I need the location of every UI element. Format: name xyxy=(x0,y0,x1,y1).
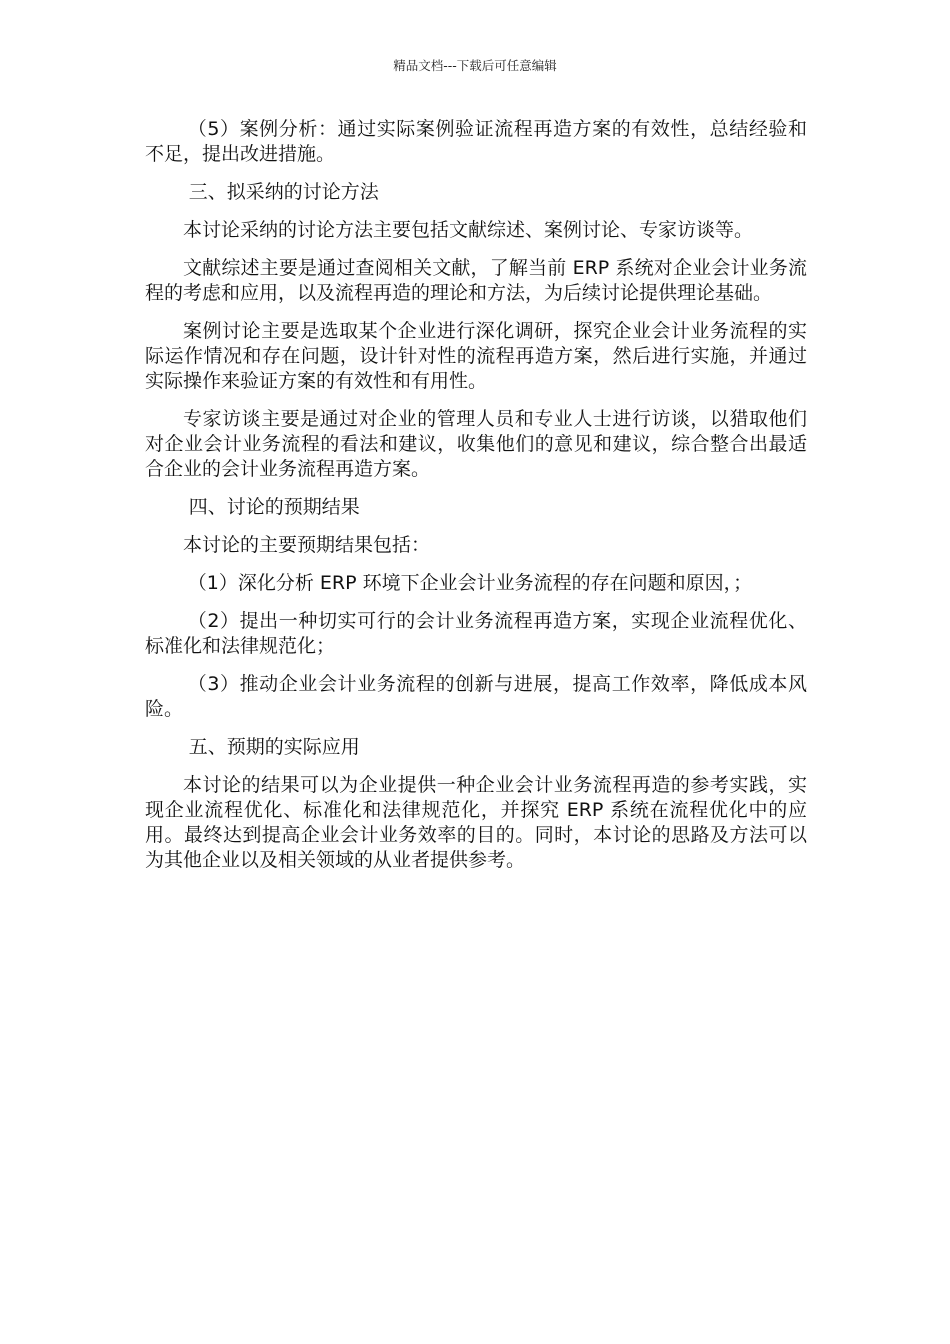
paragraph-result-1: （1）深化分析 ERP 环境下企业会计业务流程的存在问题和原因，； xyxy=(187,572,753,594)
paragraph-literature-review: 文献综述主要是通过查阅相关文献，了解当前 ERP 系统对企业会计业务流程的考虑和应用，以及流程再造的理论和方法，为后续讨论提供理论基础。 xyxy=(145,257,807,304)
section-5-heading: 五、预期的实际应用 xyxy=(188,736,360,758)
section-3-heading: 三、拟采纳的讨论方法 xyxy=(188,181,379,203)
paragraph-methods-intro: 本讨论采纳的讨论方法主要包括文献综述、案例讨论、专家访谈等。 xyxy=(183,219,754,241)
paragraph-result-2: （2）提出一种切实可行的会计业务流程再造方案，实现企业流程优化、标准化和法律规范化； xyxy=(145,610,807,657)
paragraph-result-3: （3）推动企业会计业务流程的创新与进展，提高工作效率，降低成本风险。 xyxy=(145,673,807,720)
page-header: 精品文档---下载后可任意编辑 xyxy=(393,58,557,73)
paragraph-application: 本讨论的结果可以为企业提供一种企业会计业务流程再造的参考实践，实现企业流程优化、标准化和法律规范化，并探究 ERP 系统在流程优化中的应用。最终达到提高企业会计业务效率的目的。同时，本讨论的思路及方法可以为其他企业以及相关领域的从业者提供参考。 xyxy=(145,774,807,871)
document-body xyxy=(145,117,807,886)
section-4-heading: 四、讨论的预期结果 xyxy=(188,496,360,518)
paragraph-expert-interview: 专家访谈主要是通过对企业的管理人员和专业人士进行访谈，以猎取他们对企业会计业务流程的看法和建议，收集他们的意见和建议，综合整合出最适合企业的会计业务流程再造方案。 xyxy=(145,408,807,480)
paragraph-case-study: 案例讨论主要是选取某个企业进行深化调研，探究企业会计业务流程的实际运作情况和存在问题，设计针对性的流程再造方案，然后进行实施，并通过实际操作来验证方案的有效性和有用性。 xyxy=(145,320,807,392)
paragraph-case-analysis: （5）案例分析：通过实际案例验证流程再造方案的有效性，总结经验和不足，提出改进措施。 xyxy=(145,118,807,165)
paragraph-results-intro: 本讨论的主要预期结果包括： xyxy=(183,534,431,556)
